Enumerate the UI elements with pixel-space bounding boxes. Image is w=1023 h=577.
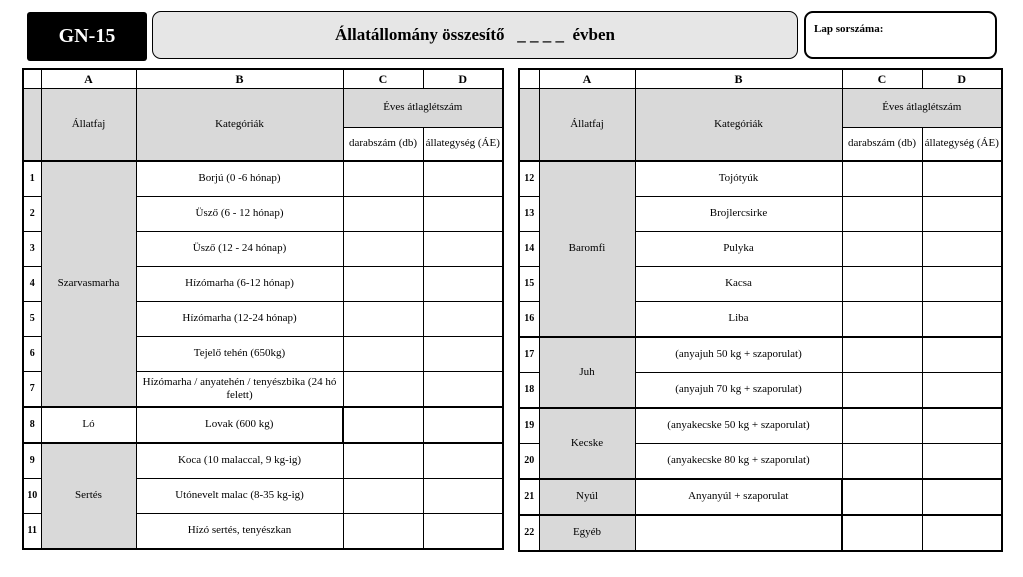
count-input[interactable]: [842, 444, 922, 480]
count-input[interactable]: [842, 267, 922, 302]
row-number: 10: [23, 479, 41, 514]
group-horse: Ló: [41, 407, 136, 443]
group-sheep: Juh: [539, 337, 635, 408]
count-input[interactable]: [343, 372, 423, 408]
count-input[interactable]: [842, 232, 922, 267]
unit-input[interactable]: [922, 373, 1002, 409]
category-cell: Anyanyúl + szaporulat: [635, 479, 842, 515]
group-rabbit: Nyúl: [539, 479, 635, 515]
category-cell: (anyakecske 50 kg + szaporulat): [635, 408, 842, 444]
col-letter-a: A: [41, 69, 136, 89]
unit-input[interactable]: [922, 267, 1002, 302]
unit-input[interactable]: [922, 515, 1002, 551]
header-num-cell: [519, 89, 539, 162]
header-num-cell: [23, 89, 41, 162]
row-number: 6: [23, 337, 41, 372]
header-animal: Állatfaj: [41, 89, 136, 162]
category-cell: (anyajuh 70 kg + szaporulat): [635, 373, 842, 409]
unit-input[interactable]: [423, 337, 503, 372]
form-title: Állatállomány összesítő _ _ _ _ évben: [152, 11, 798, 59]
col-letter-d: D: [922, 69, 1002, 89]
col-letter-d: D: [423, 69, 503, 89]
count-input[interactable]: [343, 302, 423, 337]
count-input[interactable]: [343, 407, 423, 443]
row-number: 8: [23, 407, 41, 443]
category-cell: Tojótyúk: [635, 161, 842, 197]
sheet-number-field[interactable]: Lap sorszáma:: [804, 11, 997, 59]
count-input[interactable]: [842, 479, 922, 515]
category-cell: Hízómarha / anyatehén / tenyészbika (24 hó felett): [136, 372, 343, 408]
count-input[interactable]: [842, 197, 922, 232]
header-categories: Kategóriák: [635, 89, 842, 162]
unit-input[interactable]: [423, 443, 503, 479]
unit-input[interactable]: [922, 408, 1002, 444]
row-number: 16: [519, 302, 539, 338]
count-input[interactable]: [842, 161, 922, 197]
category-cell: (anyajuh 50 kg + szaporulat): [635, 337, 842, 373]
row-number: 21: [519, 479, 539, 515]
count-input[interactable]: [842, 337, 922, 373]
unit-input[interactable]: [922, 479, 1002, 515]
count-input[interactable]: [343, 267, 423, 302]
header-annual-avg: Éves átlaglétszám: [842, 89, 1002, 128]
category-cell: Koca (10 malaccal, 9 kg-ig): [136, 443, 343, 479]
category-cell: Borjú (0 -6 hónap): [136, 161, 343, 197]
row-number: 15: [519, 267, 539, 302]
row-number: 20: [519, 444, 539, 480]
row-number: 17: [519, 337, 539, 373]
header-unit: állategység (ÁE): [423, 128, 503, 162]
unit-input[interactable]: [922, 302, 1002, 338]
col-letter-c: C: [842, 69, 922, 89]
header-count: darabszám (db): [343, 128, 423, 162]
count-input[interactable]: [343, 443, 423, 479]
row-number: 7: [23, 372, 41, 408]
header-categories: Kategóriák: [136, 89, 343, 162]
row-number: 2: [23, 197, 41, 232]
count-input[interactable]: [343, 232, 423, 267]
unit-input[interactable]: [423, 479, 503, 514]
livestock-table-right: [518, 68, 1003, 552]
category-cell: Üsző (6 - 12 hónap): [136, 197, 343, 232]
count-input[interactable]: [343, 337, 423, 372]
header-annual-avg: Éves átlaglétszám: [343, 89, 503, 128]
group-goat: Kecske: [539, 408, 635, 479]
row-number: 4: [23, 267, 41, 302]
count-input[interactable]: [842, 515, 922, 551]
unit-input[interactable]: [423, 407, 503, 443]
row-number: 3: [23, 232, 41, 267]
group-pig: Sertés: [41, 443, 136, 549]
unit-input[interactable]: [423, 232, 503, 267]
header-animal: Állatfaj: [539, 89, 635, 162]
corner-cell: [519, 69, 539, 89]
category-cell: Brojlercsirke: [635, 197, 842, 232]
category-cell: Hízómarha (6-12 hónap): [136, 267, 343, 302]
row-number: 11: [23, 514, 41, 550]
row-number: 13: [519, 197, 539, 232]
row-number: 5: [23, 302, 41, 337]
row-number: 19: [519, 408, 539, 444]
count-input[interactable]: [842, 373, 922, 409]
group-poultry: Baromfi: [539, 161, 635, 337]
unit-input[interactable]: [922, 161, 1002, 197]
unit-input[interactable]: [423, 197, 503, 232]
count-input[interactable]: [343, 197, 423, 232]
unit-input[interactable]: [922, 197, 1002, 232]
category-cell: Liba: [635, 302, 842, 338]
category-input[interactable]: [635, 515, 842, 551]
category-cell: Üsző (12 - 24 hónap): [136, 232, 343, 267]
group-other: Egyéb: [539, 515, 635, 551]
count-input[interactable]: [842, 408, 922, 444]
col-letter-b: B: [635, 69, 842, 89]
category-cell: Hízó sertés, tenyészkan: [136, 514, 343, 550]
col-letter-a: A: [539, 69, 635, 89]
unit-input[interactable]: [423, 514, 503, 550]
form-code: GN-15: [27, 12, 147, 61]
row-number: 18: [519, 373, 539, 409]
col-letter-b: B: [136, 69, 343, 89]
group-cattle: Szarvasmarha: [41, 161, 136, 407]
category-cell: Pulyka: [635, 232, 842, 267]
row-number: 22: [519, 515, 539, 551]
unit-input[interactable]: [922, 232, 1002, 267]
count-input[interactable]: [343, 161, 423, 197]
header-unit: állategység (ÁE): [922, 128, 1002, 162]
category-cell: Hízómarha (12-24 hónap): [136, 302, 343, 337]
livestock-table-left: [22, 68, 504, 550]
row-number: 12: [519, 161, 539, 197]
header-count: darabszám (db): [842, 128, 922, 162]
unit-input[interactable]: [922, 444, 1002, 480]
col-letter-c: C: [343, 69, 423, 89]
unit-input[interactable]: [423, 372, 503, 408]
count-input[interactable]: [343, 479, 423, 514]
unit-input[interactable]: [423, 302, 503, 337]
row-number: 9: [23, 443, 41, 479]
row-number: 14: [519, 232, 539, 267]
category-cell: (anyakecske 80 kg + szaporulat): [635, 444, 842, 480]
unit-input[interactable]: [922, 337, 1002, 373]
unit-input[interactable]: [423, 161, 503, 197]
corner-cell: [23, 69, 41, 89]
count-input[interactable]: [343, 514, 423, 550]
category-cell: Lovak (600 kg): [136, 407, 343, 443]
category-cell: Kacsa: [635, 267, 842, 302]
row-number: 1: [23, 161, 41, 197]
unit-input[interactable]: [423, 267, 503, 302]
count-input[interactable]: [842, 302, 922, 338]
category-cell: Utónevelt malac (8-35 kg-ig): [136, 479, 343, 514]
category-cell: Tejelő tehén (650kg): [136, 337, 343, 372]
